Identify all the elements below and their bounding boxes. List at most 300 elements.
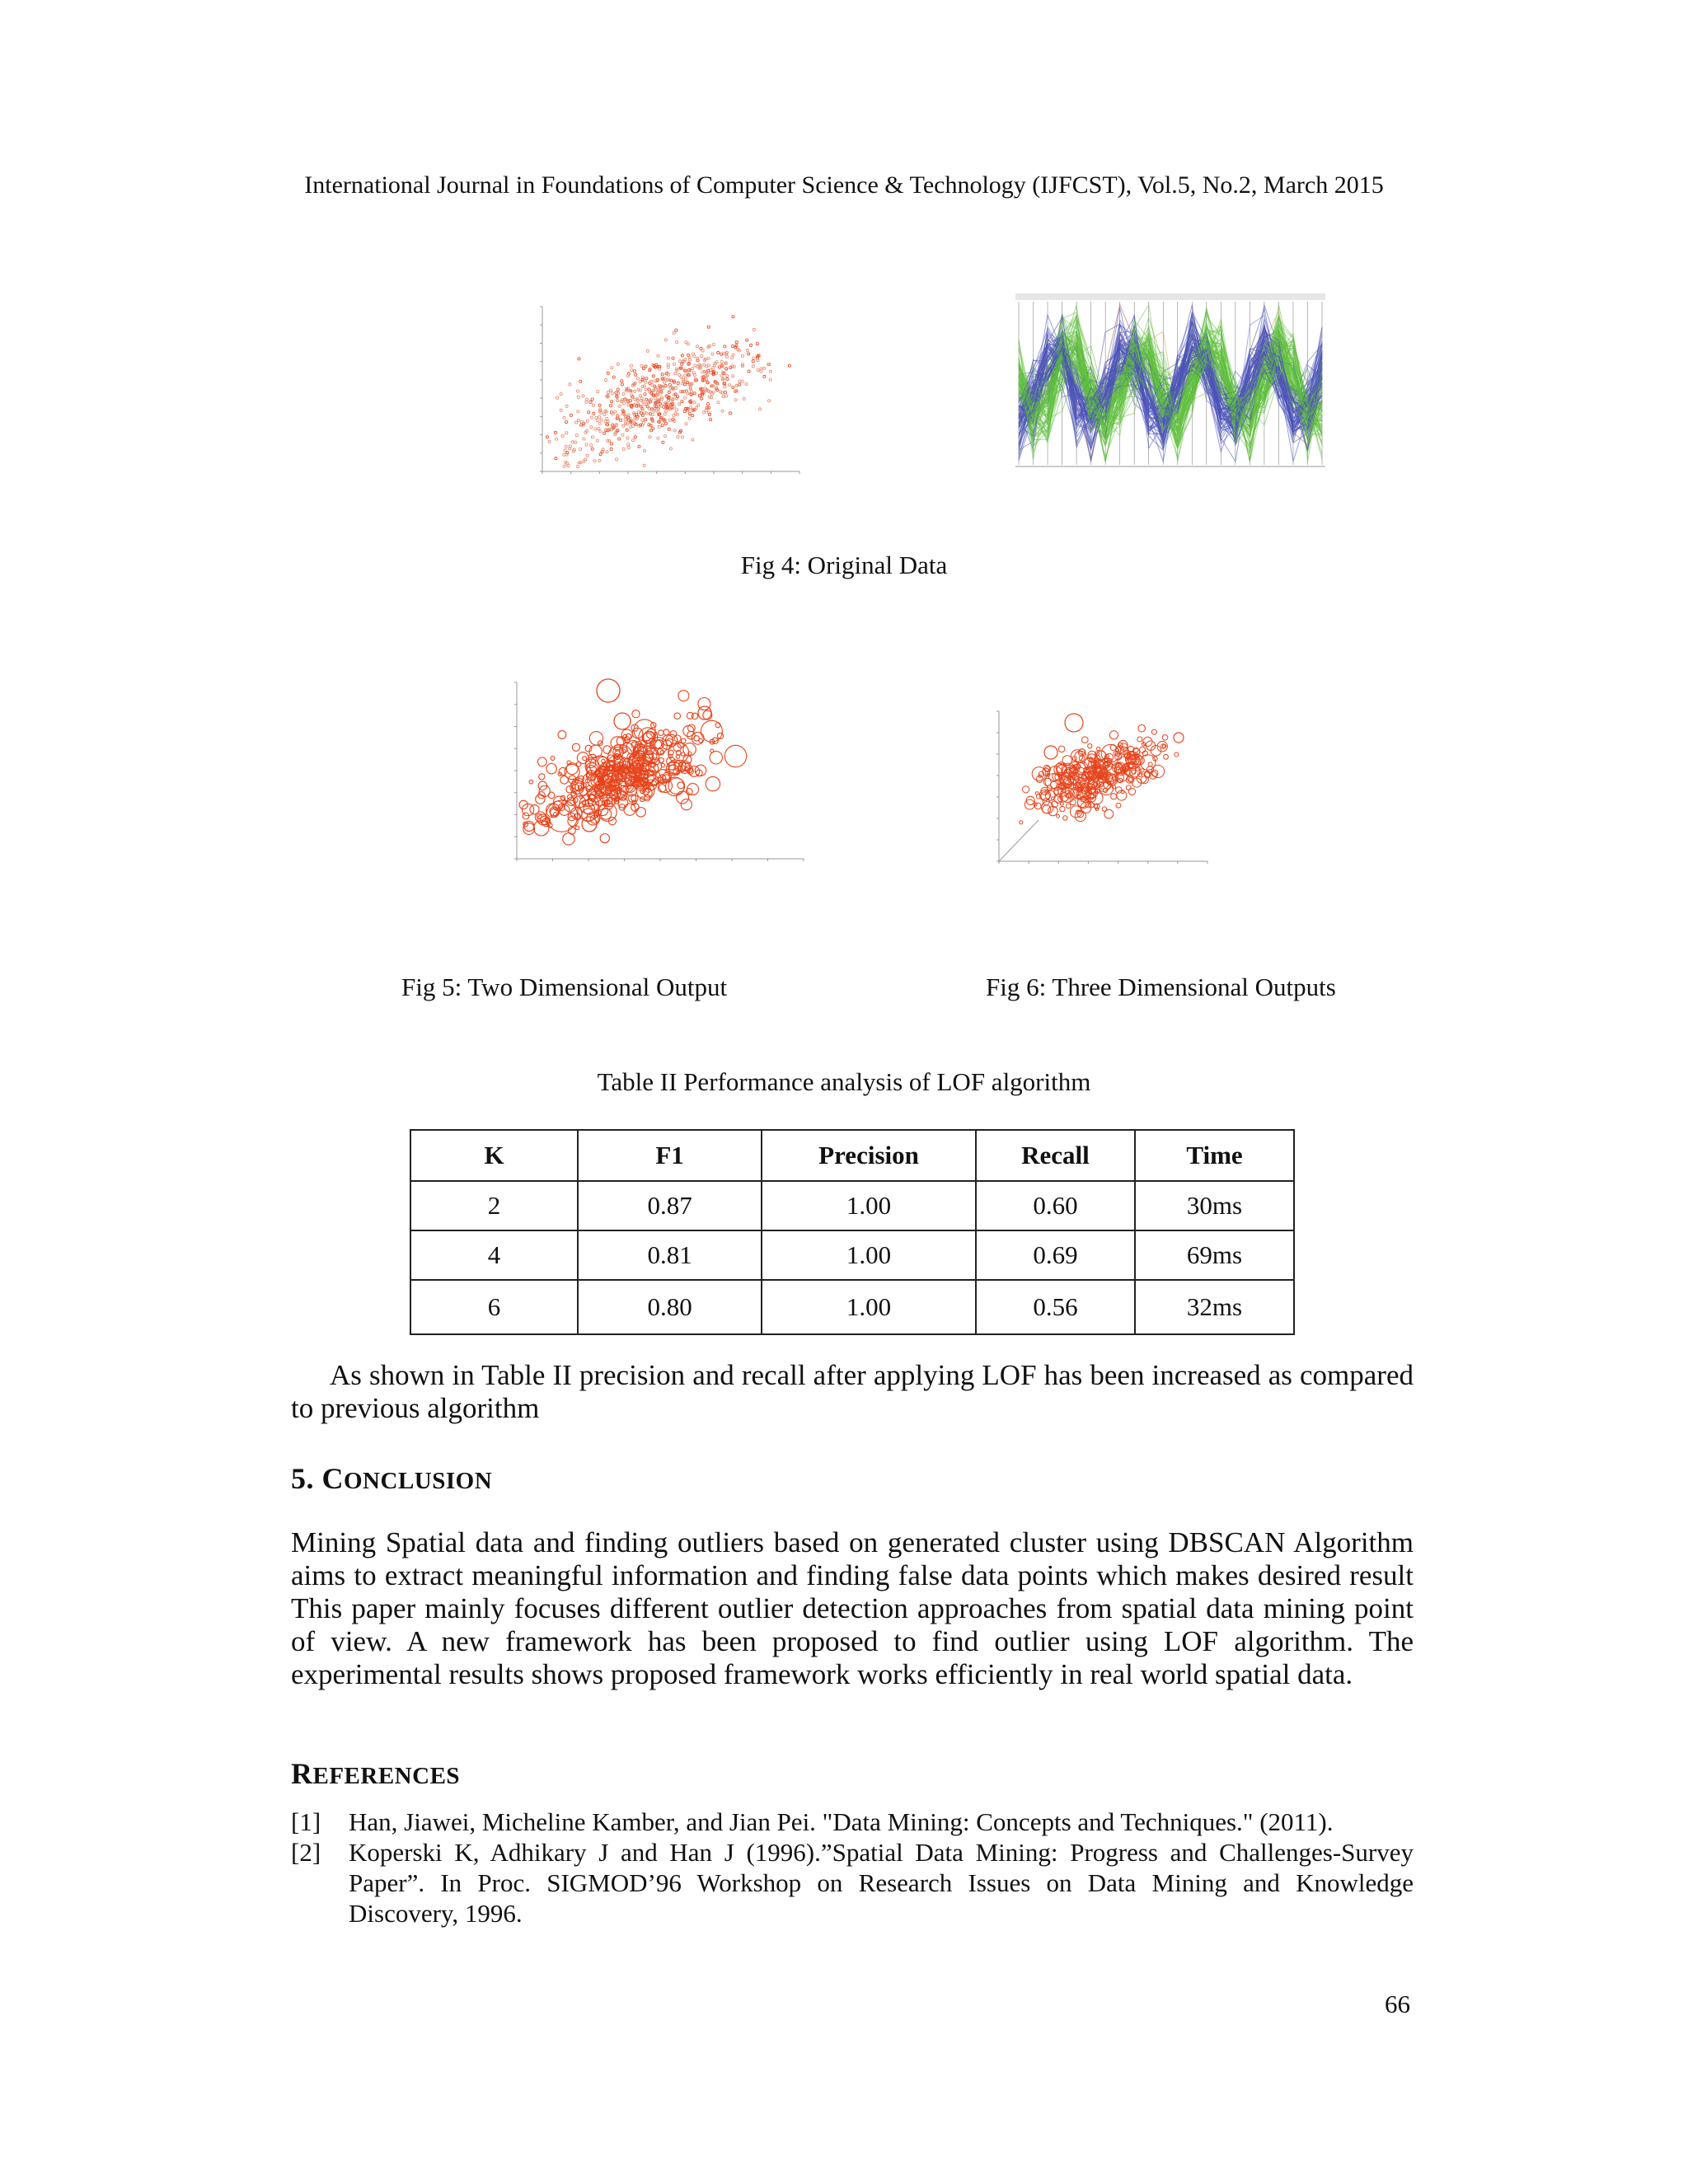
data-point <box>673 331 675 334</box>
data-point <box>724 345 726 348</box>
data-point <box>589 401 592 403</box>
data-point <box>673 405 675 408</box>
data-point <box>585 398 588 401</box>
data-point <box>722 396 724 398</box>
data-point <box>732 375 734 377</box>
data-point <box>724 391 726 393</box>
data-point <box>753 328 755 330</box>
data-point <box>678 360 681 363</box>
table-header-cell: F1 <box>578 1130 762 1181</box>
data-point <box>598 428 600 430</box>
table-cell: 0.69 <box>976 1230 1135 1280</box>
z-axis-line <box>999 820 1039 861</box>
data-point <box>645 365 647 368</box>
data-point-circle <box>575 826 579 830</box>
table-cell: 4 <box>410 1230 578 1280</box>
data-point <box>667 357 669 359</box>
data-point-circle <box>674 713 681 719</box>
data-point <box>726 377 729 380</box>
data-point <box>611 367 613 369</box>
data-point-circle <box>706 776 720 790</box>
data-point <box>681 436 683 438</box>
data-point <box>622 424 625 427</box>
data-point-circle <box>682 752 685 756</box>
data-point <box>725 395 728 397</box>
data-point <box>621 383 623 386</box>
data-point-circle <box>572 743 579 751</box>
data-point <box>752 360 754 363</box>
outlier-circle <box>597 679 620 702</box>
data-point <box>661 373 663 376</box>
table-cell: 69ms <box>1135 1230 1294 1280</box>
data-point <box>618 405 621 407</box>
data-point-circle <box>529 780 533 784</box>
data-point <box>599 430 602 433</box>
data-point <box>548 440 551 443</box>
data-point-circle <box>1164 754 1169 759</box>
data-point <box>611 392 613 395</box>
data-point <box>651 384 654 387</box>
table-header-cell: Precision <box>762 1130 976 1181</box>
data-point <box>712 391 715 393</box>
data-point <box>654 397 657 400</box>
data-point <box>620 419 622 421</box>
data-point-circle <box>1116 787 1123 794</box>
data-point <box>582 395 584 397</box>
data-point <box>729 412 731 415</box>
data-point-circle <box>589 732 603 745</box>
data-point-circle <box>636 808 646 818</box>
section-number: 5. <box>291 1462 314 1495</box>
data-point <box>692 438 694 441</box>
data-point <box>640 364 643 367</box>
data-point <box>692 415 694 417</box>
data-point <box>575 434 578 437</box>
data-point <box>579 448 581 450</box>
data-point <box>570 414 572 416</box>
data-point-circle <box>1175 752 1179 757</box>
data-point-circle <box>688 724 696 732</box>
data-point <box>746 339 748 341</box>
fig6-3d-outlier-plot <box>989 705 1220 869</box>
data-point-circle <box>651 723 656 728</box>
data-point <box>576 390 579 392</box>
data-point <box>611 401 613 403</box>
data-point <box>685 341 687 344</box>
data-point <box>643 464 645 466</box>
data-point <box>720 360 723 363</box>
data-point <box>618 438 621 440</box>
data-point <box>554 431 556 434</box>
data-point-circle <box>1066 804 1071 808</box>
data-point <box>577 410 579 413</box>
data-point <box>678 403 681 405</box>
data-point <box>720 374 723 377</box>
data-point <box>715 372 717 374</box>
data-point-circle <box>548 792 555 799</box>
data-point <box>669 448 672 450</box>
data-point <box>745 382 748 385</box>
data-point <box>684 377 687 380</box>
data-point-circle <box>1128 788 1135 794</box>
data-point <box>741 365 743 368</box>
data-point <box>752 365 754 368</box>
data-point-circle <box>1137 737 1142 742</box>
data-point <box>610 443 612 445</box>
data-point <box>729 384 731 387</box>
data-point <box>674 387 677 389</box>
data-point <box>636 377 639 380</box>
data-point-circle <box>1140 755 1156 771</box>
conclusion-paragraph: Mining Spatial data and finding outliers based on generated cluster using DBSCAN Algorithm aims to extract meaningful information and finding false data points which makes desired result This paper mainly focuses different outlier detection approaches from spatial data mining point of view. A new framework has been proposed to find outlier using LOF algorithm. The experimental results shows proposed framework works efficiently in real world spatial data. <box>291 1526 1414 1690</box>
table-row <box>410 1230 1294 1280</box>
data-point <box>718 366 720 368</box>
data-point <box>707 357 710 359</box>
data-point <box>688 359 691 361</box>
data-point <box>756 343 758 345</box>
data-point-circle <box>583 757 587 761</box>
data-point <box>643 449 645 452</box>
data-point <box>701 397 703 400</box>
data-point <box>612 376 615 378</box>
data-point <box>578 358 580 360</box>
data-point <box>735 341 738 344</box>
data-point-circle <box>624 804 635 815</box>
data-point <box>634 436 636 438</box>
data-point-circle <box>598 741 603 746</box>
data-point <box>743 397 745 400</box>
data-point <box>652 375 654 377</box>
data-point-circle <box>1148 762 1152 766</box>
outlier-circle <box>698 706 711 719</box>
conclusion-heading <box>291 1461 492 1496</box>
data-point <box>617 400 619 402</box>
data-point <box>590 416 593 419</box>
data-point <box>645 377 648 380</box>
data-point <box>732 354 734 356</box>
data-point <box>585 443 588 446</box>
table-cell: 1.00 <box>762 1280 976 1334</box>
table-row <box>410 1280 1294 1334</box>
data-point <box>632 439 635 442</box>
outlier-circle <box>1174 733 1184 743</box>
data-point <box>608 440 611 443</box>
heading-cap: R <box>291 1757 313 1790</box>
data-point <box>645 388 647 391</box>
reference-item <box>291 1837 1414 1936</box>
data-point <box>664 384 667 387</box>
table-header-cell: Time <box>1135 1130 1294 1181</box>
data-point <box>732 316 734 318</box>
data-point <box>679 391 682 393</box>
data-point <box>698 395 701 397</box>
data-point-circle <box>1088 744 1092 748</box>
data-point <box>609 405 612 407</box>
data-point <box>663 381 665 383</box>
data-point <box>673 363 676 365</box>
data-point-circle <box>536 794 545 804</box>
data-point <box>617 415 619 417</box>
data-point <box>710 418 712 420</box>
data-point <box>612 413 614 415</box>
data-point <box>588 411 590 414</box>
data-point <box>665 410 668 412</box>
table-cell: 0.56 <box>976 1280 1135 1334</box>
data-point <box>651 413 654 415</box>
data-point <box>626 437 629 439</box>
data-point <box>635 373 637 376</box>
data-point <box>748 370 750 373</box>
data-point <box>738 380 741 382</box>
data-point <box>749 344 752 346</box>
data-point-circle <box>1060 806 1065 811</box>
data-point <box>690 406 692 409</box>
reference-text: Koperski K, Adhikary J and Han J (1996).”Spatial Data Mining: Progress and Challenges-Survey Paper”. In Proc. SIGMOD’96 Workshop on Research Issues on Data Mining and Knowledge Discovery, 1996. <box>349 1838 1414 1928</box>
data-point <box>769 378 771 381</box>
data-point <box>732 386 734 388</box>
data-point <box>658 425 660 428</box>
data-point-circle <box>687 784 699 795</box>
table-cell: 32ms <box>1135 1280 1294 1334</box>
data-point <box>746 349 748 351</box>
data-point-circle <box>1048 806 1058 816</box>
data-point <box>717 401 720 404</box>
data-point <box>759 408 762 410</box>
data-point <box>591 448 593 450</box>
data-point <box>646 349 649 352</box>
data-point <box>721 410 724 412</box>
fig5-caption: Fig 5: Two Dimensional Output <box>401 972 728 1001</box>
data-point <box>705 409 707 411</box>
data-point <box>650 380 653 382</box>
data-point-circle <box>1050 781 1057 788</box>
data-point <box>702 411 705 414</box>
data-point <box>631 369 633 372</box>
data-point <box>726 374 729 377</box>
data-point <box>623 402 626 405</box>
data-point-circle <box>1057 814 1060 818</box>
data-point <box>634 390 636 392</box>
data-point-circle <box>681 738 686 743</box>
data-point <box>638 445 640 448</box>
data-point <box>563 416 565 419</box>
data-point <box>590 426 593 429</box>
data-point <box>682 378 684 381</box>
data-point <box>564 449 566 452</box>
data-point <box>598 415 601 418</box>
data-point <box>641 419 644 421</box>
data-point <box>667 366 669 368</box>
fig5-2d-outlier-plot <box>499 676 820 865</box>
data-point <box>580 420 583 423</box>
data-point <box>675 409 678 411</box>
heading-rest: ONCLUSION <box>344 1468 493 1494</box>
data-point <box>657 437 659 439</box>
data-point <box>599 453 602 456</box>
data-point <box>688 417 691 419</box>
data-point <box>616 458 618 461</box>
data-point <box>667 363 669 366</box>
table-cell: 30ms <box>1135 1181 1294 1230</box>
table-cell: 2 <box>410 1181 578 1230</box>
heading-cap: C <box>321 1462 344 1495</box>
data-point <box>617 388 619 391</box>
data-point <box>565 432 568 434</box>
data-point <box>645 398 648 401</box>
data-point <box>598 422 601 424</box>
data-point-circle <box>715 723 720 728</box>
data-point <box>769 370 771 373</box>
data-point <box>724 362 727 364</box>
table-cell: 0.80 <box>578 1280 762 1334</box>
data-point <box>560 393 562 396</box>
data-point <box>788 364 790 367</box>
data-point <box>741 354 743 357</box>
data-point <box>731 357 734 359</box>
data-point <box>604 379 607 382</box>
data-point <box>586 454 588 457</box>
data-point <box>574 421 577 424</box>
data-point <box>627 443 630 446</box>
data-point <box>686 381 688 383</box>
data-point <box>556 396 559 399</box>
reference-number: [1] <box>291 1807 321 1836</box>
data-point <box>603 413 606 415</box>
data-point <box>596 419 598 421</box>
data-point <box>692 353 694 355</box>
performance-table <box>410 1129 1295 1335</box>
table-row <box>410 1181 1294 1230</box>
fig4-parallel-coordinates-plot <box>1015 293 1325 475</box>
data-point <box>645 381 647 383</box>
data-point <box>674 373 677 375</box>
data-point-circle <box>1058 746 1065 752</box>
data-point <box>630 364 632 367</box>
data-point <box>662 441 664 443</box>
data-point-circle <box>681 799 692 810</box>
data-point <box>697 404 700 406</box>
data-point <box>701 355 703 358</box>
data-point-circle <box>551 757 555 761</box>
data-point <box>678 373 681 376</box>
data-point <box>597 391 599 393</box>
data-point-circle <box>1096 747 1100 750</box>
data-point <box>701 349 704 352</box>
data-point <box>757 368 759 371</box>
data-point-circle <box>1116 803 1121 808</box>
data-point <box>592 404 594 406</box>
table-cell: 0.87 <box>578 1181 762 1230</box>
data-point <box>681 401 683 403</box>
data-point <box>685 423 687 425</box>
data-point <box>569 383 571 386</box>
data-point <box>668 428 670 430</box>
data-point-circle <box>1126 785 1131 790</box>
data-point <box>645 418 647 420</box>
data-point <box>738 383 741 386</box>
data-point-circle <box>710 752 722 764</box>
data-point <box>706 403 709 405</box>
data-point <box>563 465 565 467</box>
data-point <box>707 326 710 328</box>
data-point <box>660 405 663 407</box>
data-point <box>639 395 641 397</box>
journal-header: International Journal in Foundations of Computer Science & Technology (IJFCST), Vol.5, No.2, March 2015 <box>304 171 1384 199</box>
data-point <box>555 457 557 460</box>
data-point <box>753 357 755 359</box>
data-point <box>624 419 626 421</box>
data-point <box>693 392 696 395</box>
fig4-caption: Fig 4: Original Data <box>740 551 948 579</box>
data-point <box>657 354 659 357</box>
data-point <box>668 391 670 393</box>
page-number: 66 <box>1385 1990 1410 2018</box>
data-point <box>741 380 743 382</box>
data-point-circle <box>1102 807 1106 811</box>
table-header-cell: K <box>410 1130 578 1181</box>
table-cell: 0.81 <box>578 1230 762 1280</box>
data-point-circle <box>519 800 528 808</box>
data-point-circle <box>677 791 689 804</box>
reference-item <box>291 1807 1414 1840</box>
table-header-row <box>410 1130 1294 1181</box>
data-point <box>717 351 720 354</box>
data-point <box>668 419 671 421</box>
data-point-circle <box>699 738 703 743</box>
data-point-circle <box>1111 794 1117 799</box>
data-point <box>585 401 588 403</box>
data-point <box>621 434 624 436</box>
data-point <box>617 363 619 365</box>
data-point <box>622 448 625 450</box>
data-point <box>688 413 691 415</box>
data-point <box>565 421 567 424</box>
data-point <box>724 386 726 388</box>
data-point <box>683 396 686 399</box>
data-point <box>577 419 579 421</box>
data-point <box>683 374 686 377</box>
table-cell: 1.00 <box>762 1230 976 1280</box>
data-point <box>622 393 625 396</box>
data-point <box>706 365 708 368</box>
data-point <box>693 401 696 404</box>
data-point <box>598 404 601 406</box>
data-point <box>590 444 593 447</box>
table-cell: 6 <box>410 1280 578 1334</box>
data-point <box>696 345 698 348</box>
data-point <box>640 412 643 415</box>
data-point <box>663 435 666 438</box>
table-title: Table II Performance analysis of LOF algorithm <box>597 1067 1091 1096</box>
data-point <box>601 451 603 453</box>
data-point <box>681 363 683 365</box>
data-point <box>593 460 596 462</box>
data-point <box>560 409 562 411</box>
data-point <box>594 428 597 430</box>
data-point <box>579 380 582 382</box>
data-point <box>627 404 630 406</box>
data-point <box>574 441 577 443</box>
outlier-circle <box>1044 746 1057 759</box>
data-point <box>661 424 663 426</box>
data-point <box>663 413 666 415</box>
data-point <box>672 357 674 359</box>
reference-number: [2] <box>291 1838 321 1867</box>
data-point <box>586 419 588 422</box>
data-point <box>694 364 696 367</box>
data-point <box>720 353 723 355</box>
data-point <box>655 405 658 408</box>
